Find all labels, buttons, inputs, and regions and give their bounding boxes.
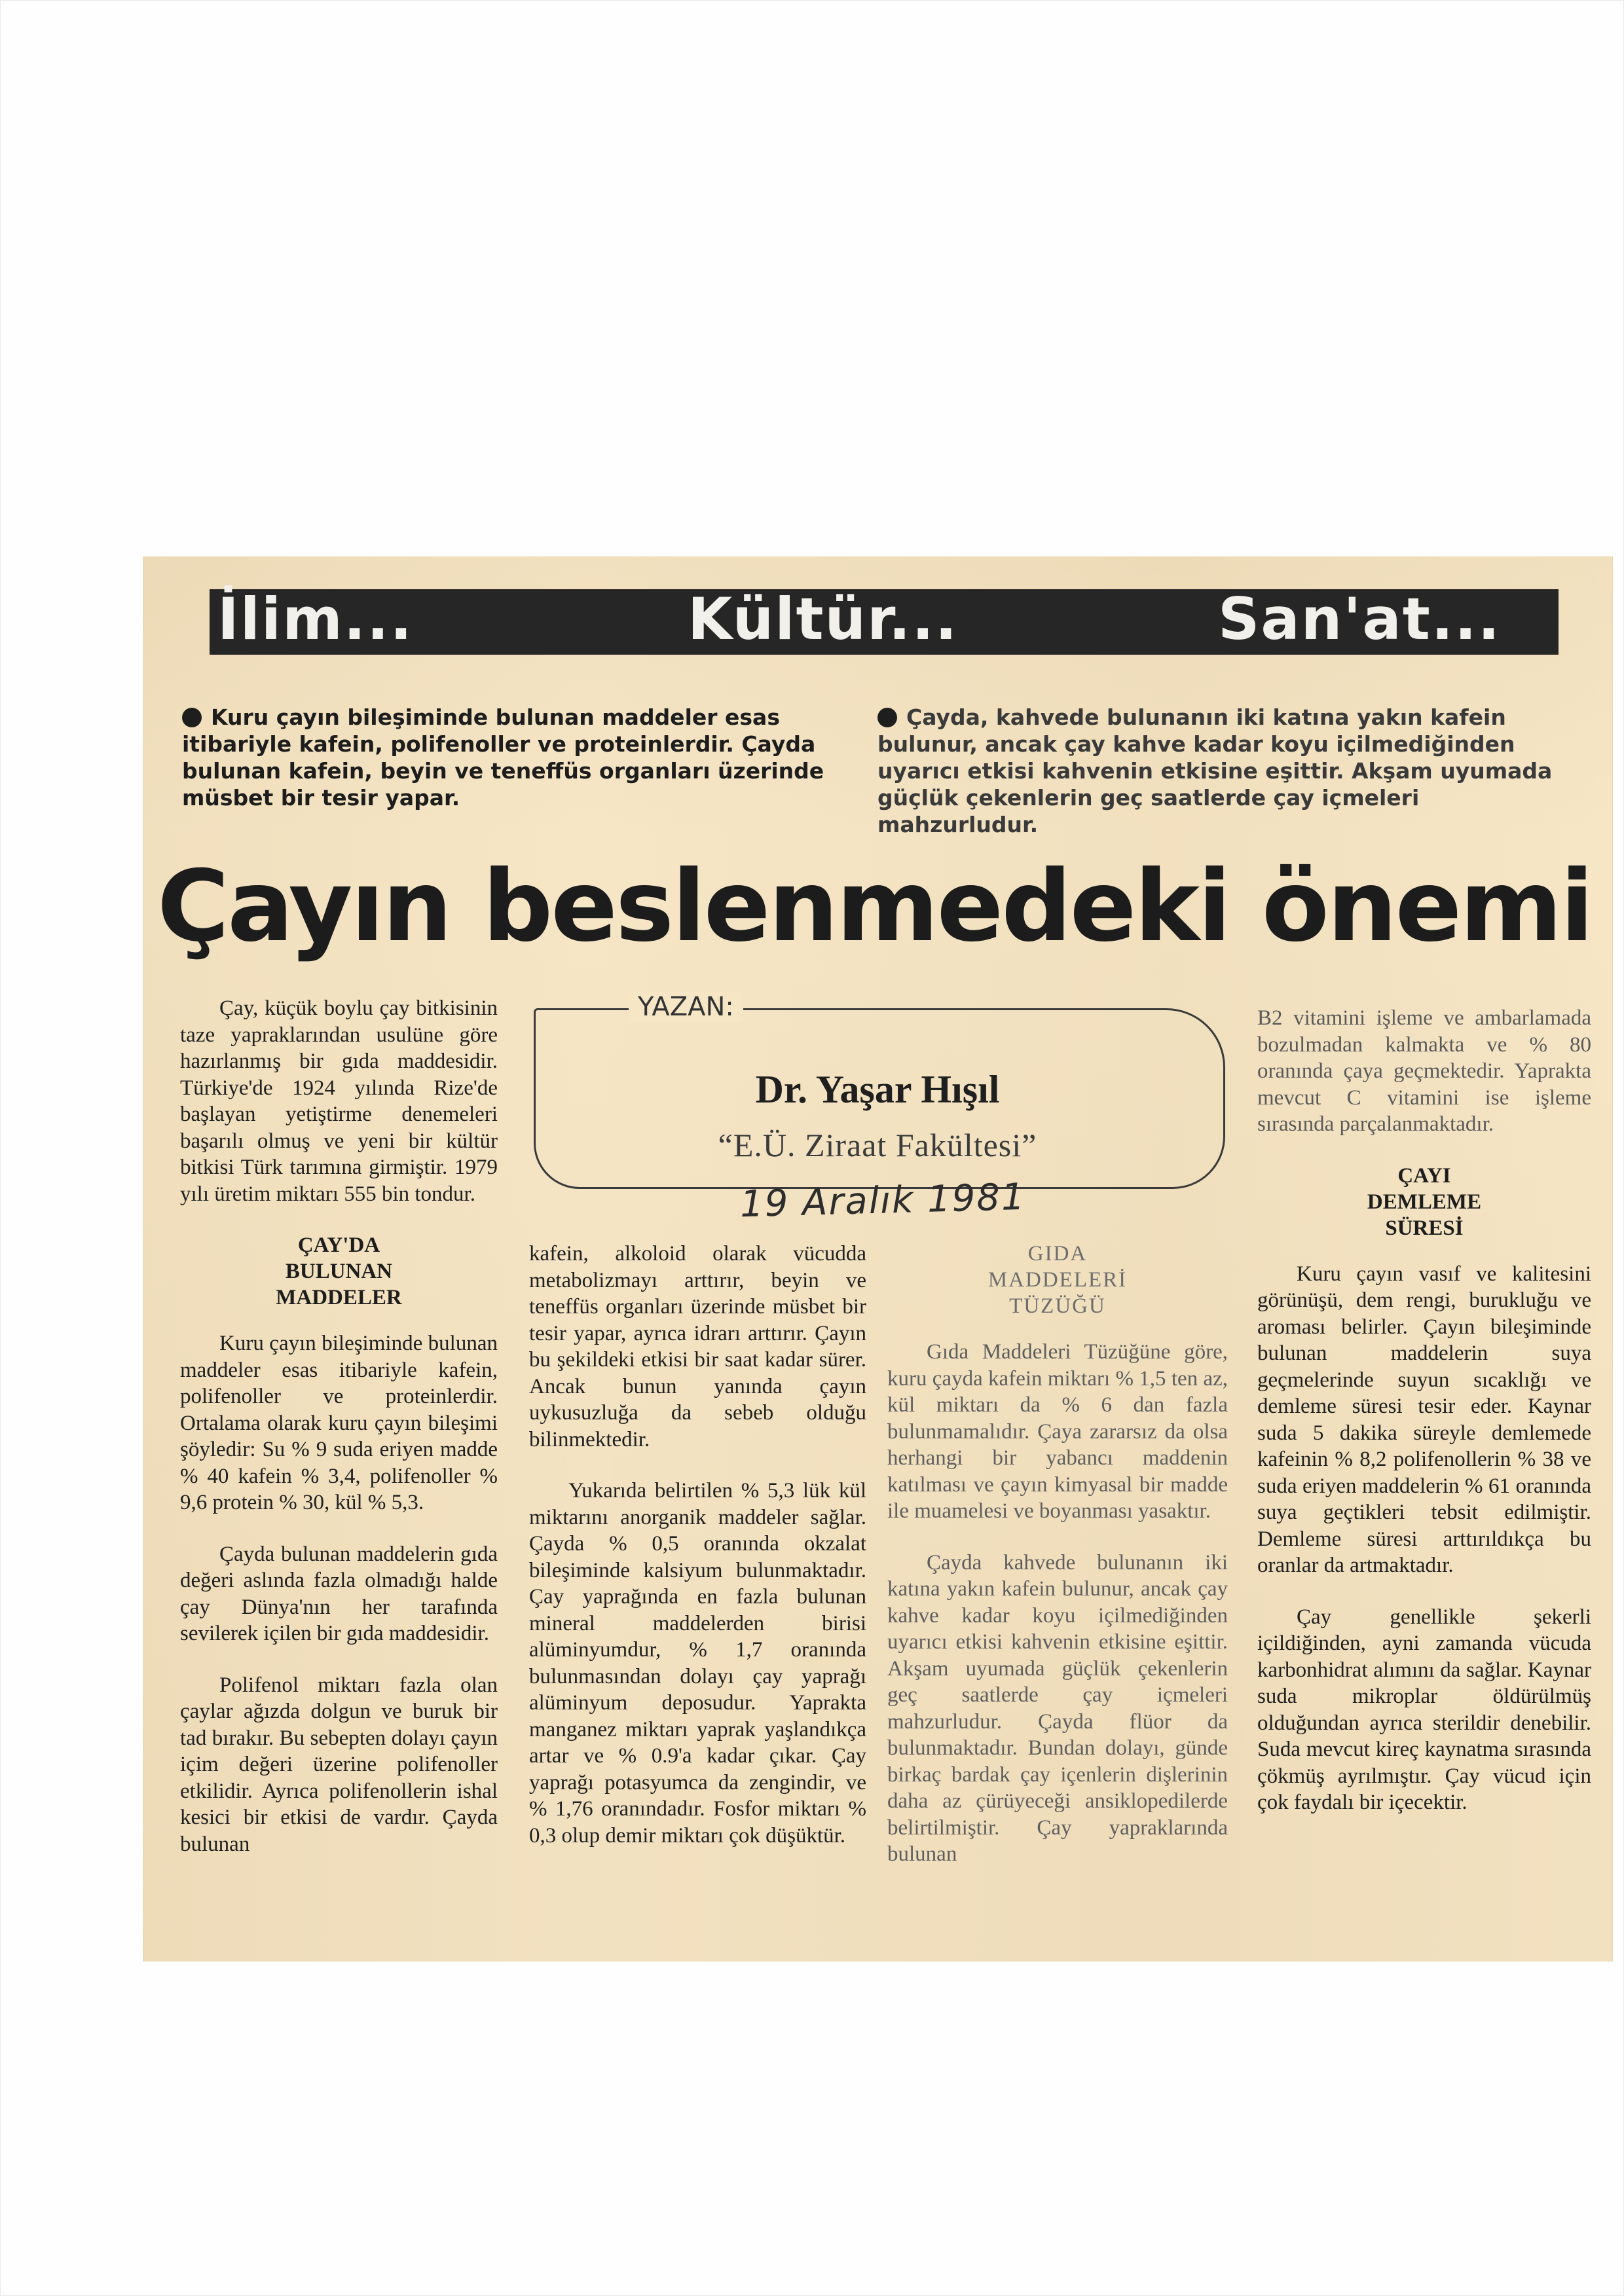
column-1 bbox=[180, 995, 498, 1882]
section-banner bbox=[210, 585, 1559, 655]
col4-subhead bbox=[1257, 1163, 1591, 1241]
col1-paragraph: Kuru çayın bileşiminde bulunan maddeler esas itibariyle kafein, polifenoller ve proteinlerdir. Ortalama olarak kuru çayın bileşimi şöyledir: Su % 9 suda eriyen madde % 40 kafein % 3,4, polifenoller % 9,6 protein % 30, kül % 5,3. bbox=[180, 1332, 498, 1514]
col3-paragraph: Gıda Maddeleri Tüzüğüne göre, kuru çayda kafein miktarı % 1,5 ten az, kül miktarı da % 6 dan fazla bulunmamalıdır. Çaya zararsız da olsa herhangi bir yabancı maddenin katılması ve çayın kimyasal bir madde ile muamelesi ve boyanması yasaktır. bbox=[887, 1340, 1228, 1523]
column-2 bbox=[529, 1241, 866, 1874]
col1-subhead bbox=[180, 1232, 498, 1311]
col3-subhead-line: MADDELERİ bbox=[987, 1268, 1128, 1292]
col2-paragraph: kafein, alkoloid olarak vücudda metabolizmayı arttırır, beyin ve teneffüs organları üzerinde müsbet bir tesir yapar, ayrıca idrarı arttırır. Çayın bu şekildeki etkisi bir saat kadar sürer. Ancak bunun yanında çayın uykusuzluğa da sebeb olduğu bilinmektedir. bbox=[529, 1242, 866, 1451]
summary-right-text: Çayda, kahvede bulunanın iki katına yakın kafein bulunur, ancak çay kahve kadar koyu içilmediğinden uyarıcı etkisi kahvenin etkisine eşittir. Akşam uyumada güçlük çekenlerin geç saatlerde çay içmeleri mahzurludur. bbox=[877, 704, 1553, 837]
col4-paragraph: Çay genellikle şekerli içildiğinden, ayni zamanda vücuda karbonhidrat alımını da sağlar. Kaynar suda mikroplar öldürülmüş olduğundan ayrıca sterildir denebilir. Suda mevcut kireç kaynatma sırasında çökmüş ayrılmıştır. Çay vücud için çok faydalı bir içecektir. bbox=[1257, 1605, 1591, 1814]
col4-paragraph: B2 vitamini işleme ve ambarlamada bozulmadan kalmakta ve % 80 oranında çaya geçmektedir. Yaprakta mevcut C vitamini ise işleme sırasında parçalanmaktadır. bbox=[1257, 1006, 1591, 1136]
summary-left bbox=[182, 704, 850, 811]
col3-subhead-line: GIDA bbox=[1027, 1242, 1088, 1266]
col1-paragraph: Çayda bulunan maddelerin gıda değeri aslında fazla olmadığı halde çay Dünya'nın her tarafında sevilerek içilen bir gıda maddesidir. bbox=[180, 1542, 498, 1645]
col4-subhead-line: DEMLEME bbox=[1367, 1190, 1482, 1214]
author-name: Dr. Yaşar Hışıl bbox=[755, 1068, 1000, 1111]
author-label: YAZAN: bbox=[629, 992, 743, 1022]
summary-left-text: Kuru çayın bileşiminde bulunan maddeler esas itibariyle kafein, polifenoller ve proteinlerdir. Çayda bulunan kafein, beyin ve teneffüs organları üzerinde müsbet bir tesir yapar. bbox=[182, 704, 824, 811]
col3-subhead-line: TÜZÜĞÜ bbox=[1009, 1294, 1106, 1318]
banner-sanat: San'at... bbox=[1218, 585, 1502, 653]
col3-paragraph: Çayda kahvede bulunanın iki katına yakın kafein bulunur, ancak çay kahve kadar koyu içilmediğinden uyarıcı etkisi kahvenin etkisine eşittir. Akşam uyumada güçlük çekenlerin geç saatlerde çay içmeleri mahzurludur. Çayda flüor da bulunmaktadır. Bundan dolayı, günde birkaç bardak çay içenlerin dişlerinin daha az çürüyeceği ansiklopedilerde belirtilmiştir. Çay yapraklarında bulunan bbox=[887, 1550, 1228, 1866]
col1-subhead-line: ÇAY'DA bbox=[297, 1233, 380, 1257]
headline: Çayın beslenmedeki önemi bbox=[157, 850, 1593, 964]
summary-right bbox=[877, 704, 1572, 838]
column-3 bbox=[887, 1241, 1228, 1893]
col2-paragraph: Yukarıda belirtilen % 5,3 lük kül miktarını anorganik maddeler sağlar. Çayda % 0,5 oranında okzalat bileşiminde kalsiyum bulunmaktadır. Çay yaprağında en fazla bulunan mineral maddelerden birisi alüminyumdur, % 1,7 oranında bulunmasından dolayı çay yaprağı alüminyum deposudur. Yaprakta manganez miktarı yaprak yaşlandıkça artar ve % 0.9'a kadar çıkar. Çay yaprağı potasyumca da zengindir, ve % 1,76 oranındadır. Fosfor miktarı % 0,3 olup demir miktarı çok düşüktür. bbox=[529, 1479, 866, 1848]
col1-paragraph: Polifenol miktarı fazla olan çaylar ağızda dolgun ve buruk bir tad bırakır. Bu sebepten dolayı çayın içim değeri üzerine polifenoller etkilidir. Ayrıca polifenollerin ishal kesici bir etkisi de vardır. Çayda bulunan bbox=[180, 1673, 498, 1856]
col4-subhead-line: SÜRESİ bbox=[1385, 1216, 1464, 1240]
author-affiliation: “E.Ü. Ziraat Fakültesi” bbox=[718, 1127, 1037, 1163]
col1-paragraph: Çay, küçük boylu çay bitkisinin taze yapraklarından usulüne göre hazırlanmış bir gıda maddesidir. Türkiye'de 1924 yılında Rize'de başlayan yetiştirme denemeleri başarılı olmuş ve yeni bir kültür bitkisi Türk tarımına girmiştir. 1979 yılı üretim miktarı 555 bin tondur. bbox=[180, 996, 498, 1206]
bullet-icon bbox=[182, 708, 202, 727]
banner-ilim: İlim... bbox=[217, 585, 414, 653]
col4-paragraph: Kuru çayın vasıf ve kalitesini görünüşü, dem rengi, burukluğu ve aroması belirler. Çayın bileşiminde bulunan maddelerin suya geçmelerinde suyun sıcaklığı ve demleme süresi tesir eder. Kaynar suda 5 dakika süreyle demlemede kafeinin % 8,2 polifenollerin % 38 ve suda eriyen maddelerin % 61 oranında suya geçtikleri tebsit edilmiştir. Demleme süresi arttırıldıkça bu oranlar da artmaktadır. bbox=[1257, 1262, 1591, 1577]
bullet-icon bbox=[877, 708, 897, 727]
banner-kultur: Kültür... bbox=[688, 585, 959, 653]
col3-subhead bbox=[887, 1241, 1228, 1319]
handwritten-date: 19 Aralık 1981 bbox=[739, 1175, 1027, 1226]
col1-subhead-line: MADDELER bbox=[276, 1286, 402, 1309]
col4-subhead-line: ÇAYI bbox=[1397, 1163, 1451, 1188]
column-4 bbox=[1257, 1005, 1591, 1841]
col1-subhead-line: BULUNAN bbox=[285, 1260, 393, 1283]
